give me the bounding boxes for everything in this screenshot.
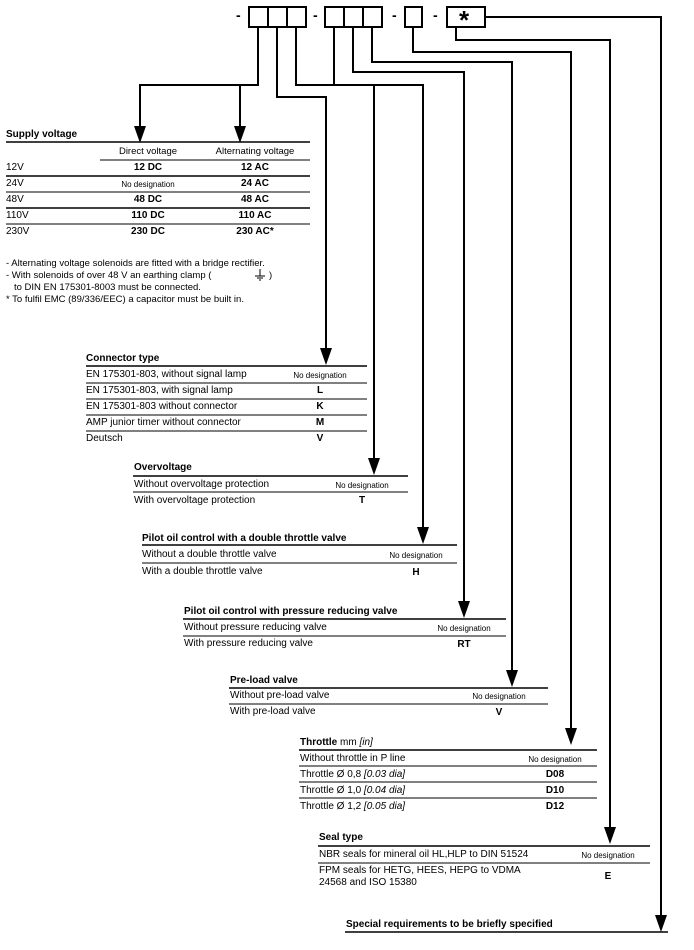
supply-row-ac: 230 AC* (236, 226, 274, 237)
connector-row-code: No designation (293, 371, 347, 380)
connector-row-code: L (316, 385, 324, 396)
connector-row-code: V (316, 433, 324, 444)
throttle-valve-line (334, 27, 423, 527)
supply-row-label: 24V (6, 178, 24, 189)
code-box-3 (287, 7, 306, 27)
connector-row-label: EN 175301-803, without signal lamp (86, 369, 247, 380)
throttle-valve-row-label: With a double throttle valve (142, 566, 263, 577)
throttle-row-code: D12 (545, 801, 565, 812)
supply-col-dc: Direct voltage (118, 146, 178, 157)
supply-row-dc: 110 DC (131, 210, 165, 221)
code-dash-1: - (236, 7, 241, 23)
supply-title: Supply voltage (6, 129, 78, 140)
connector-row-code: K (316, 401, 324, 412)
code-dash-3: - (392, 7, 397, 23)
throttle-valve-arrow (417, 527, 429, 544)
throttle-row-code: D08 (545, 769, 565, 780)
code-dash-2: - (313, 7, 318, 23)
code-box-7 (405, 7, 422, 27)
seal-row-label-2: 24568 and ISO 15380 (319, 877, 417, 888)
overvoltage-row-code: T (358, 495, 366, 506)
pressure-valve-line (353, 27, 464, 601)
special-title: Special requirements to be briefly specified (346, 919, 553, 930)
overvoltage-row-label: Without overvoltage protection (134, 479, 270, 490)
supply-col-ac: Alternating voltage (215, 146, 295, 157)
supply-row-dc: No designation (121, 180, 175, 189)
supply-row-dc: 48 DC (133, 194, 163, 205)
throttle-row-code: No designation (528, 755, 582, 764)
connector-row-code: M (315, 417, 325, 428)
overvoltage-row-code: No designation (335, 481, 389, 490)
connector-title: Connector type (86, 353, 160, 364)
throttle-unit-in: [in] (359, 737, 373, 748)
seal-row-code: E (604, 871, 612, 882)
throttle-row-label (300, 769, 405, 780)
supply-row-label: 110V (6, 210, 29, 221)
throttle-row-text: Throttle Ø 1,0 (300, 785, 362, 796)
supply-note: ) (269, 270, 273, 281)
supply-row-ac: 12 AC (241, 162, 269, 173)
supply-row-label: 230V (6, 226, 30, 237)
supply-arrow-dc (134, 126, 146, 143)
supply-note: - Alternating voltage solenoids are fitted with a bridge rectifier. (6, 258, 265, 269)
throttle-row-tag: [0.04 dia] (363, 785, 406, 796)
throttle-valve-title: Pilot oil control with a double throttle valve (142, 533, 347, 544)
throttle-row-text: Throttle Ø 0,8 (300, 769, 362, 780)
throttle-row-tag: [0.05 dia] (363, 801, 406, 812)
overvoltage-row-label: With overvoltage protection (134, 495, 256, 506)
throttle-unit: mm (340, 737, 357, 748)
supply-note: to DIN EN 175301-8003 must be connected. (14, 282, 201, 293)
seal-row-code: No designation (581, 851, 635, 860)
supply-arrow-ac (234, 126, 246, 143)
throttle-row-label (300, 801, 405, 812)
pressure-valve-arrow (458, 601, 470, 618)
preload-arrow (506, 670, 518, 687)
code-box-5 (344, 7, 363, 27)
seal-row-label: FPM seals for HETG, HEES, HEPG to VDMA (319, 865, 521, 876)
preload-title: Pre-load valve (230, 675, 298, 686)
special-arrow (655, 915, 667, 932)
connector-row-label: EN 175301-803, with signal lamp (86, 385, 233, 396)
code-box-1 (249, 7, 268, 27)
throttle-valve-row-label: Without a double throttle valve (142, 549, 277, 560)
seal-arrow (604, 827, 616, 844)
throttle-line (413, 27, 571, 728)
seal-title: Seal type (319, 832, 363, 843)
supply-note: - With solenoids of over 48 V an earthing clamp ( (6, 270, 212, 281)
throttle-row-label: Without throttle in P line (300, 753, 406, 764)
connector-row-label: EN 175301-803 without connector (86, 401, 238, 412)
supply-row-ac: 24 AC (241, 178, 269, 189)
throttle-valve-row-code: H (412, 567, 420, 578)
supply-row-dc: 230 DC (131, 226, 165, 237)
pressure-valve-title: Pilot oil control with pressure reducing valve (184, 606, 398, 617)
preload-row-code: V (495, 707, 503, 718)
throttle-title-text: Throttle (300, 737, 338, 748)
code-box-6 (363, 7, 382, 27)
supply-row-label: 48V (6, 194, 24, 205)
supply-row-ac: 110 AC (238, 210, 272, 221)
code-box-4 (325, 7, 344, 27)
pressure-valve-row-label: With pressure reducing valve (184, 638, 313, 649)
seal-row-label: NBR seals for mineral oil HL,HLP to DIN 51524 (319, 849, 529, 860)
throttle-arrow (565, 728, 577, 745)
throttle-row-label (300, 785, 405, 796)
supply-note: * To fulfil EMC (89/336/EEC) a capacitor must be built in. (6, 294, 244, 305)
pressure-valve-row-label: Without pressure reducing valve (184, 622, 327, 633)
connector-arrow (320, 348, 332, 365)
code-box-2 (268, 7, 287, 27)
connector-row-label: Deutsch (86, 433, 123, 444)
pressure-valve-row-code: RT (457, 639, 471, 650)
throttle-row-text: Throttle Ø 1,2 (300, 801, 362, 812)
pressure-valve-row-code: No designation (437, 624, 491, 633)
overvoltage-arrow (368, 458, 380, 475)
supply-row-dc: 12 DC (133, 162, 163, 173)
preload-row-label: Without pre-load valve (230, 690, 330, 701)
code-dash-4: - (433, 7, 438, 23)
throttle-row-code: D10 (545, 785, 565, 796)
throttle-valve-row-code: No designation (389, 551, 443, 560)
preload-row-label: With pre-load valve (230, 706, 316, 717)
throttle-title (300, 737, 373, 748)
supply-row-ac: 48 AC (241, 194, 269, 205)
throttle-row-tag: [0.03 dia] (363, 769, 406, 780)
connector-row-label: AMP junior timer without connector (86, 417, 241, 428)
supply-row-label: 12V (6, 162, 24, 173)
earthing-clamp-icon (255, 269, 265, 280)
code-star: * (459, 5, 470, 35)
preload-row-code: No designation (472, 692, 526, 701)
overvoltage-title: Overvoltage (134, 462, 192, 473)
